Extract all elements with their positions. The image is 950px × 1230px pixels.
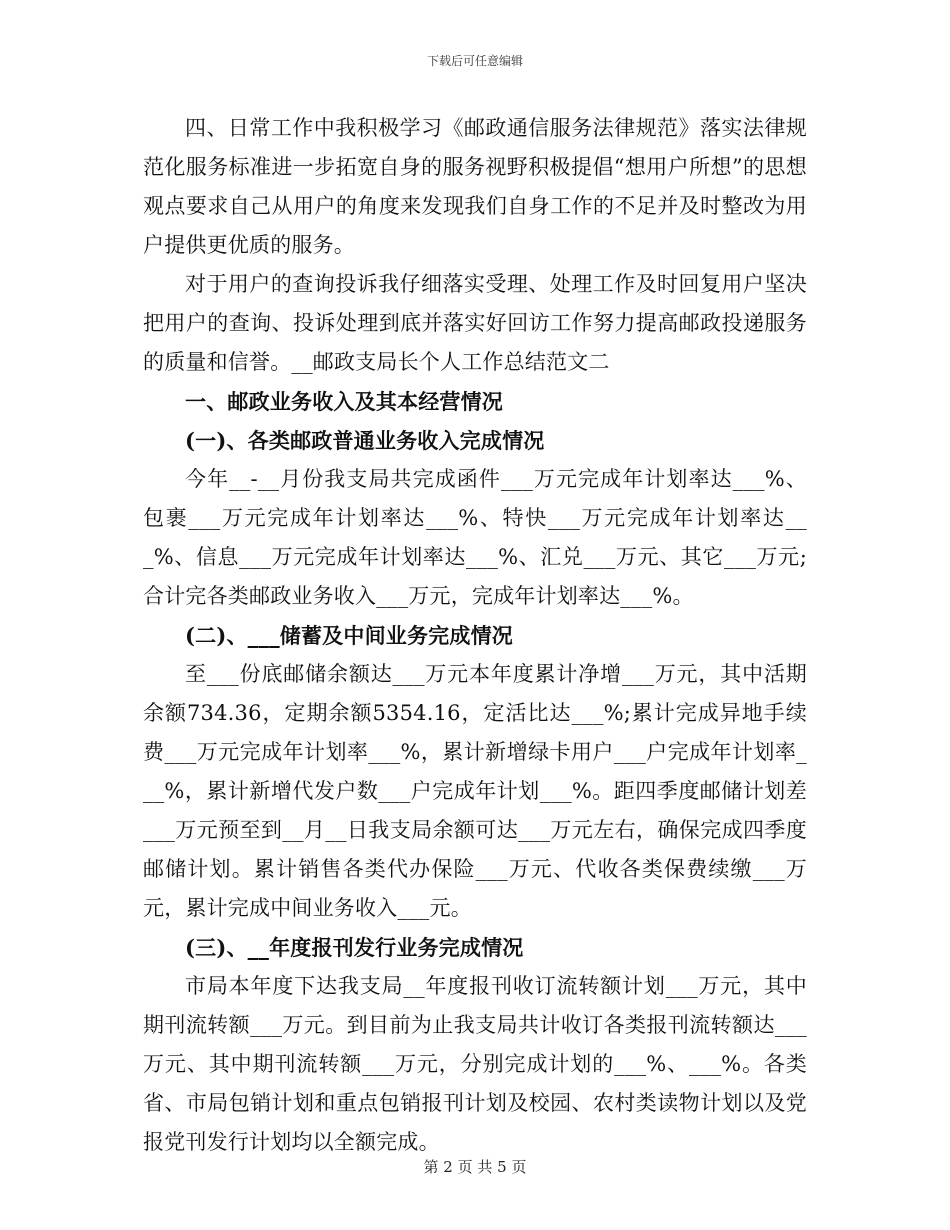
page-header: 下载后可任意编辑 <box>426 54 523 68</box>
document-body <box>143 109 807 1162</box>
paragraph-daily-work: 四、日常工作中我积极学习《邮政通信服务法律规范》落实法律规范化服务标准进一步拓宽自身的服务视野积极提倡“想用户所想”的思想观点要求自己从用户的角度来发现我们自身工作的不足并及时整改为用户提供更优质的服务。 <box>143 116 807 257</box>
page-footer: 第 2 页 共 5 页 <box>423 1158 527 1176</box>
subsection-heading-newspaper-distribution: (三)、__年度报刊发行业务完成情况 <box>185 935 524 960</box>
paragraph-general-business-revenue: 今年__-__月份我支局共完成函件___万元完成年计划率达___%、包裹___万元完成年计划率达___%、特快___万元完成年计划率达___%、信息___万元完成年计划率达___%、汇兑___万元、其它___万元;合计完各类邮政业务收入___万元，完成年计划率达___%。 <box>143 467 807 608</box>
subsection-heading-general-business: (一)、各类邮政普通业务收入完成情况 <box>185 428 545 453</box>
subsection-heading-savings: (二)、___储蓄及中间业务完成情况 <box>185 623 513 648</box>
paragraph-savings-business: 至___份底邮储余额达___万元本年度累计净增___万元，其中活期余额734.36，定期余额5354.16，定活比达___%;累计完成异地手续费___万元完成年计划率___%，累计新增绿卡用户___户完成年计划率___%，累计新增代发户数___户完成年计划___%。距四季度邮储计划差___万元预至到__月__日我支局余额可达___万元左右，确保完成四季度邮储计划。累计销售各类代办保险___万元、代收各类保费续缴___万元，累计完成中间业务收入___元。 <box>143 662 807 920</box>
paragraph-user-complaints: 对于用户的查询投诉我仔细落实受理、处理工作及时回复用户坚决把用户的查询、投诉处理到底并落实好回访工作努力提高邮政投递服务的质量和信誉。__邮政支局长个人工作总结范文二 <box>143 272 807 374</box>
paragraph-newspaper-distribution: 市局本年度下达我支局__年度报刊收订流转额计划___万元，其中期刊流转额___万元。到目前为止我支局共计收订各类报刊流转额达___万元、其中期刊流转额___万元，分别完成计划的___%、___%。各类省、市局包销计划和重点包销报刊计划及校园、农村类读物计划以及党报党刊发行计划均以全额完成。 <box>143 974 807 1154</box>
section-heading-postal-revenue: 一、邮政业务收入及其本经营情况 <box>185 389 503 414</box>
